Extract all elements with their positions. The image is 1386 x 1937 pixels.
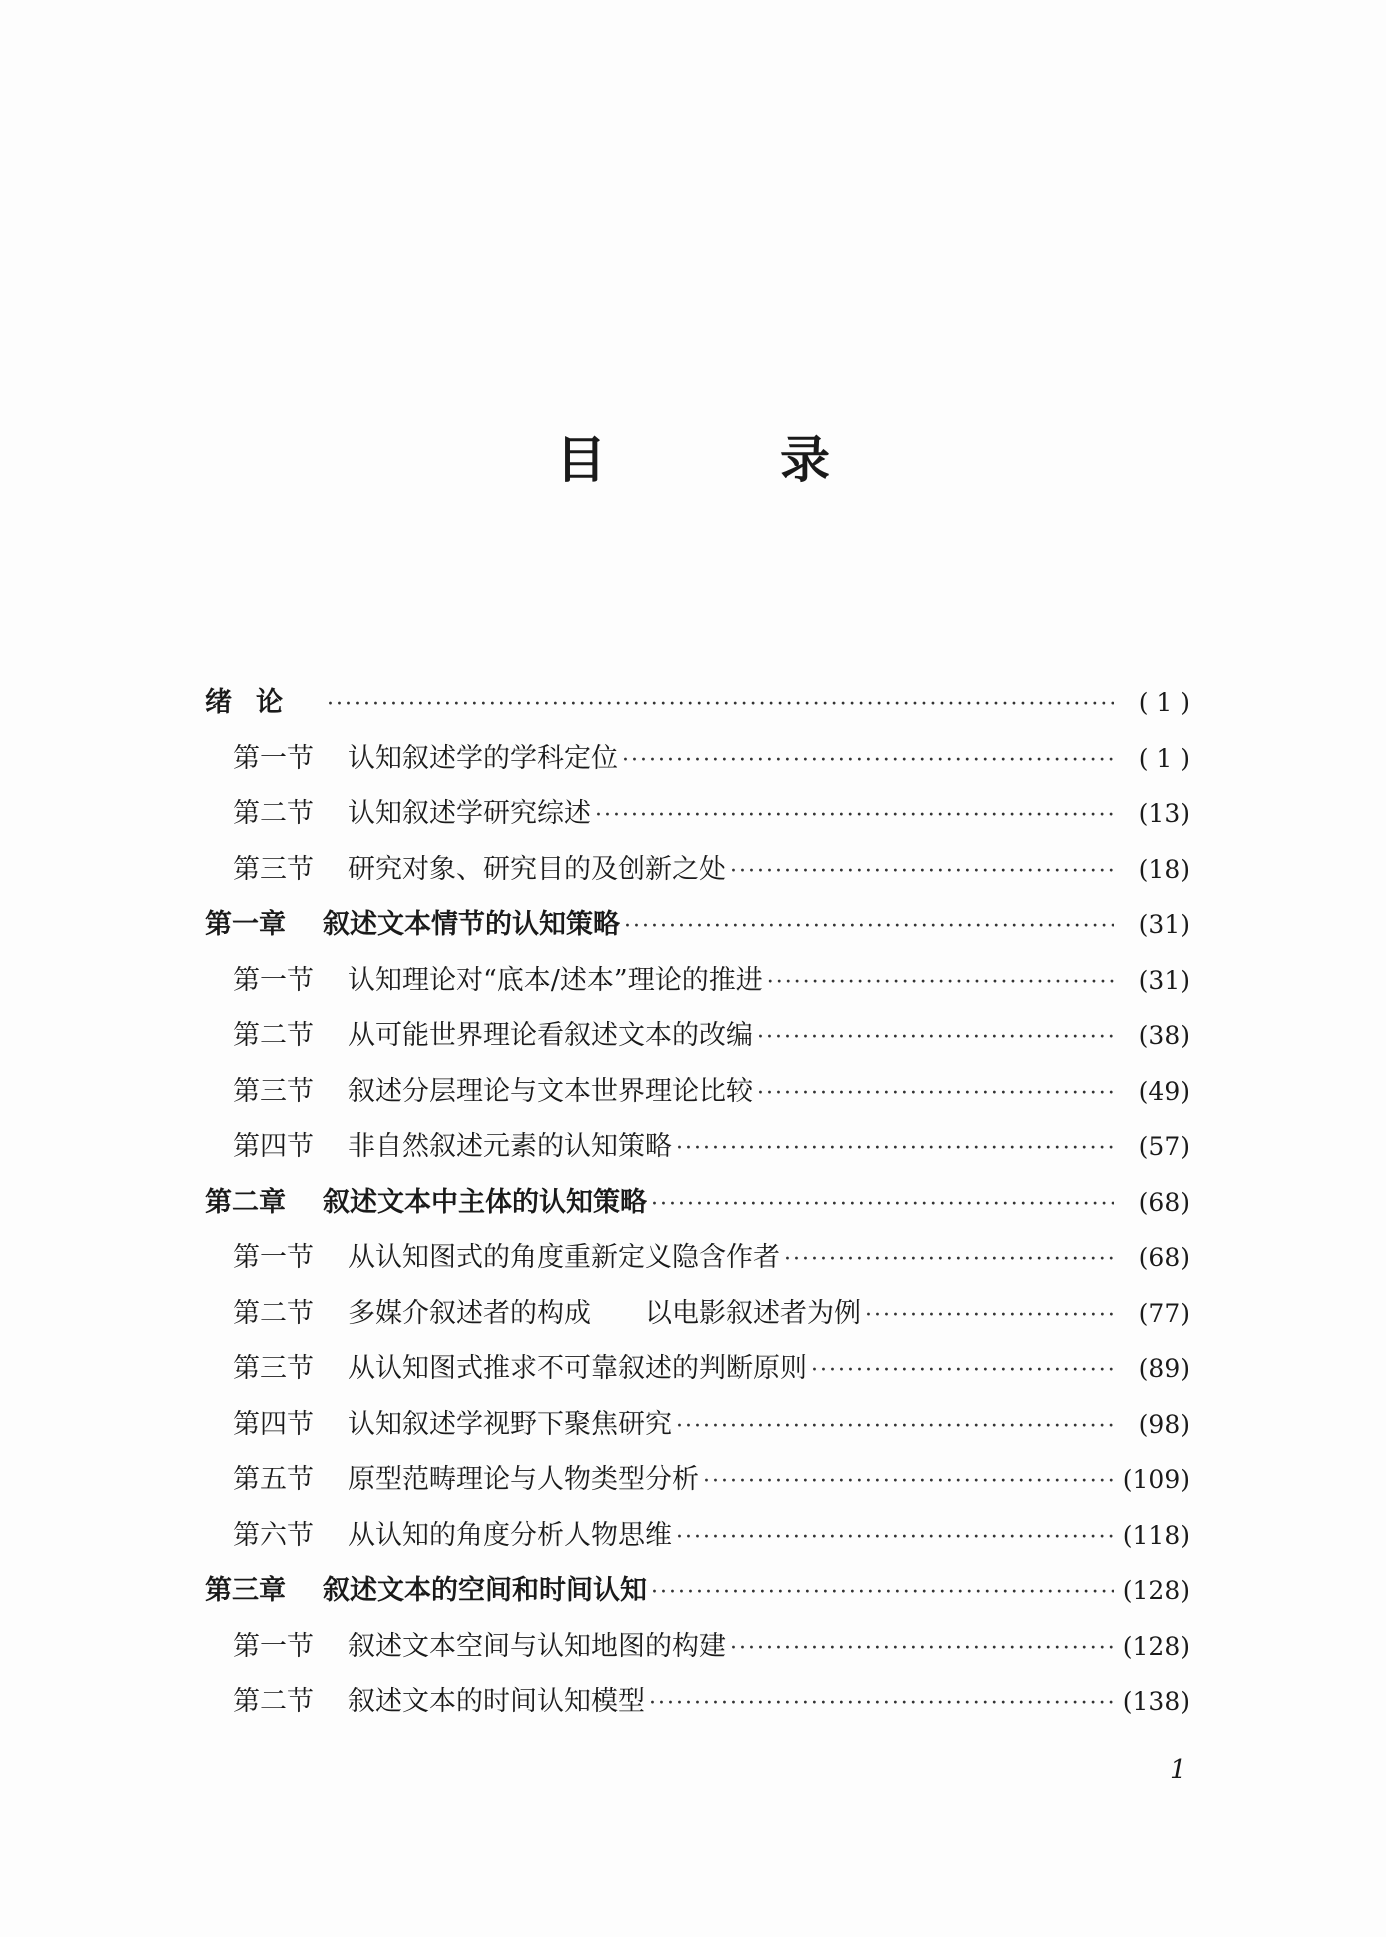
page-number: 1 (1170, 1755, 1187, 1785)
toc-entry-label: 第三节 (233, 853, 314, 885)
toc-entry-title: 叙述文本情节的认知策略 (323, 909, 620, 940)
dot-leader (676, 1136, 1114, 1161)
toc-entry-page: (18) (1138, 854, 1190, 884)
toc-entry-label: 第五节 (233, 1464, 314, 1495)
toc-entry-label: 第二节 (233, 1020, 314, 1051)
toc-entry-page: (128) (1122, 1631, 1190, 1661)
table-of-contents (205, 680, 1190, 1735)
toc-entry-title: 认知叙述学的学科定位 (348, 742, 618, 774)
toc-entry-page: (49) (1138, 1076, 1190, 1106)
toc-section-entry (205, 1291, 1190, 1347)
toc-entry-title: 从认知图式的角度重新定义隐含作者 (348, 1242, 780, 1273)
toc-chapter-entry (205, 1568, 1190, 1624)
toc-section-entry (205, 736, 1190, 792)
toc-entry-page: (68) (1138, 1187, 1190, 1217)
toc-entry-page: ( 1 ) (1138, 743, 1190, 773)
toc-entry-page: (89) (1138, 1354, 1190, 1383)
toc-entry-page: (118) (1122, 1520, 1190, 1550)
toc-chapter-entry (205, 1180, 1190, 1236)
toc-entry-label: 绪论 (205, 687, 307, 718)
toc-entry-label: 第六节 (233, 1519, 314, 1551)
toc-entry-label: 第三章 (205, 1575, 286, 1606)
toc-entry-label: 第一章 (205, 909, 286, 940)
toc-entry-page: (128) (1122, 1576, 1190, 1605)
toc-entry-label: 第一节 (233, 742, 314, 774)
toc-entry-label: 第三节 (233, 1353, 314, 1384)
toc-entry-title: 认知叙述学视野下聚焦研究 (348, 1408, 672, 1440)
toc-entry-title: 从可能世界理论看叙述文本的改编 (348, 1020, 753, 1051)
toc-section-entry (205, 1346, 1190, 1402)
toc-section-entry (205, 1124, 1190, 1180)
dot-leader (784, 1247, 1114, 1272)
toc-section-entry (205, 1013, 1190, 1069)
toc-entry-page: (109) (1122, 1465, 1190, 1494)
toc-entry-page: (98) (1138, 1409, 1190, 1439)
toc-chapter-entry (205, 902, 1190, 958)
toc-entry-title: 原型范畴理论与人物类型分析 (348, 1464, 699, 1495)
toc-chapter-entry (205, 680, 1190, 736)
dot-leader (651, 1192, 1114, 1217)
dot-leader (730, 859, 1114, 884)
toc-entry-title: 研究对象、研究目的及创新之处 (348, 853, 726, 885)
dot-leader (757, 1025, 1114, 1050)
toc-entry-label: 第四节 (233, 1131, 314, 1162)
toc-entry-label: 第四节 (233, 1408, 314, 1440)
toc-section-entry (205, 1679, 1190, 1735)
dot-leader (595, 803, 1114, 828)
toc-entry-title: 叙述文本中主体的认知策略 (323, 1186, 647, 1218)
toc-entry-label: 第一节 (233, 964, 314, 996)
dot-leader (624, 914, 1114, 939)
toc-section-entry (205, 1513, 1190, 1569)
toc-entry-label: 第二章 (205, 1186, 286, 1218)
toc-entry-title: 非自然叙述元素的认知策略 (348, 1131, 672, 1162)
toc-entry-page: (57) (1138, 1132, 1190, 1161)
toc-entry-page: (31) (1138, 910, 1190, 939)
dot-leader (865, 1303, 1114, 1328)
dot-leader (622, 748, 1114, 773)
toc-section-entry (205, 847, 1190, 903)
dot-leader (676, 1525, 1114, 1550)
toc-entry-title: 从认知的角度分析人物思维 (348, 1519, 672, 1551)
toc-entry-page: (38) (1138, 1021, 1190, 1050)
toc-entry-page: (68) (1138, 1243, 1190, 1272)
dot-leader (730, 1636, 1114, 1661)
toc-entry-page: (138) (1122, 1687, 1190, 1716)
toc-entry-page: ( 1 ) (1138, 688, 1190, 717)
toc-section-entry (205, 1624, 1190, 1680)
toc-entry-title: 叙述文本的空间和时间认知 (323, 1575, 647, 1606)
toc-entry-title: 叙述分层理论与文本世界理论比较 (348, 1075, 753, 1107)
toc-entry-label: 第三节 (233, 1075, 314, 1107)
toc-section-entry (205, 791, 1190, 847)
toc-entry-page: (13) (1138, 799, 1190, 828)
toc-entry-label: 第二节 (233, 1297, 314, 1329)
toc-entry-label: 第一节 (233, 1242, 314, 1273)
dot-leader (811, 1358, 1114, 1383)
dot-leader (757, 1081, 1114, 1106)
page-title: 目 录 (556, 431, 892, 489)
toc-entry-label: 第二节 (233, 798, 314, 829)
dot-leader (649, 1691, 1114, 1716)
toc-entry-title: 从认知图式推求不可靠叙述的判断原则 (348, 1353, 807, 1384)
toc-entry-page: (31) (1138, 965, 1190, 995)
toc-section-entry (205, 1235, 1190, 1291)
toc-entry-label: 第一节 (233, 1630, 314, 1662)
dot-leader (651, 1580, 1114, 1605)
toc-entry-title: 认知理论对“底本/述本”理论的推进 (348, 964, 763, 996)
toc-section-entry (205, 958, 1190, 1014)
toc-entry-title: 叙述文本空间与认知地图的构建 (348, 1630, 726, 1662)
toc-section-entry (205, 1457, 1190, 1513)
toc-entry-page: (77) (1138, 1298, 1190, 1328)
dot-leader (703, 1469, 1114, 1494)
toc-section-entry (205, 1069, 1190, 1125)
toc-entry-title: 叙述文本的时间认知模型 (348, 1686, 645, 1717)
dot-leader (767, 970, 1114, 995)
toc-entry-title: 多媒介叙述者的构成 以电影叙述者为例 (348, 1297, 861, 1329)
toc-entry-title: 认知叙述学研究综述 (348, 798, 591, 829)
dot-leader (676, 1414, 1114, 1439)
toc-section-entry (205, 1402, 1190, 1458)
toc-entry-label: 第二节 (233, 1686, 314, 1717)
dot-leader (327, 692, 1114, 717)
